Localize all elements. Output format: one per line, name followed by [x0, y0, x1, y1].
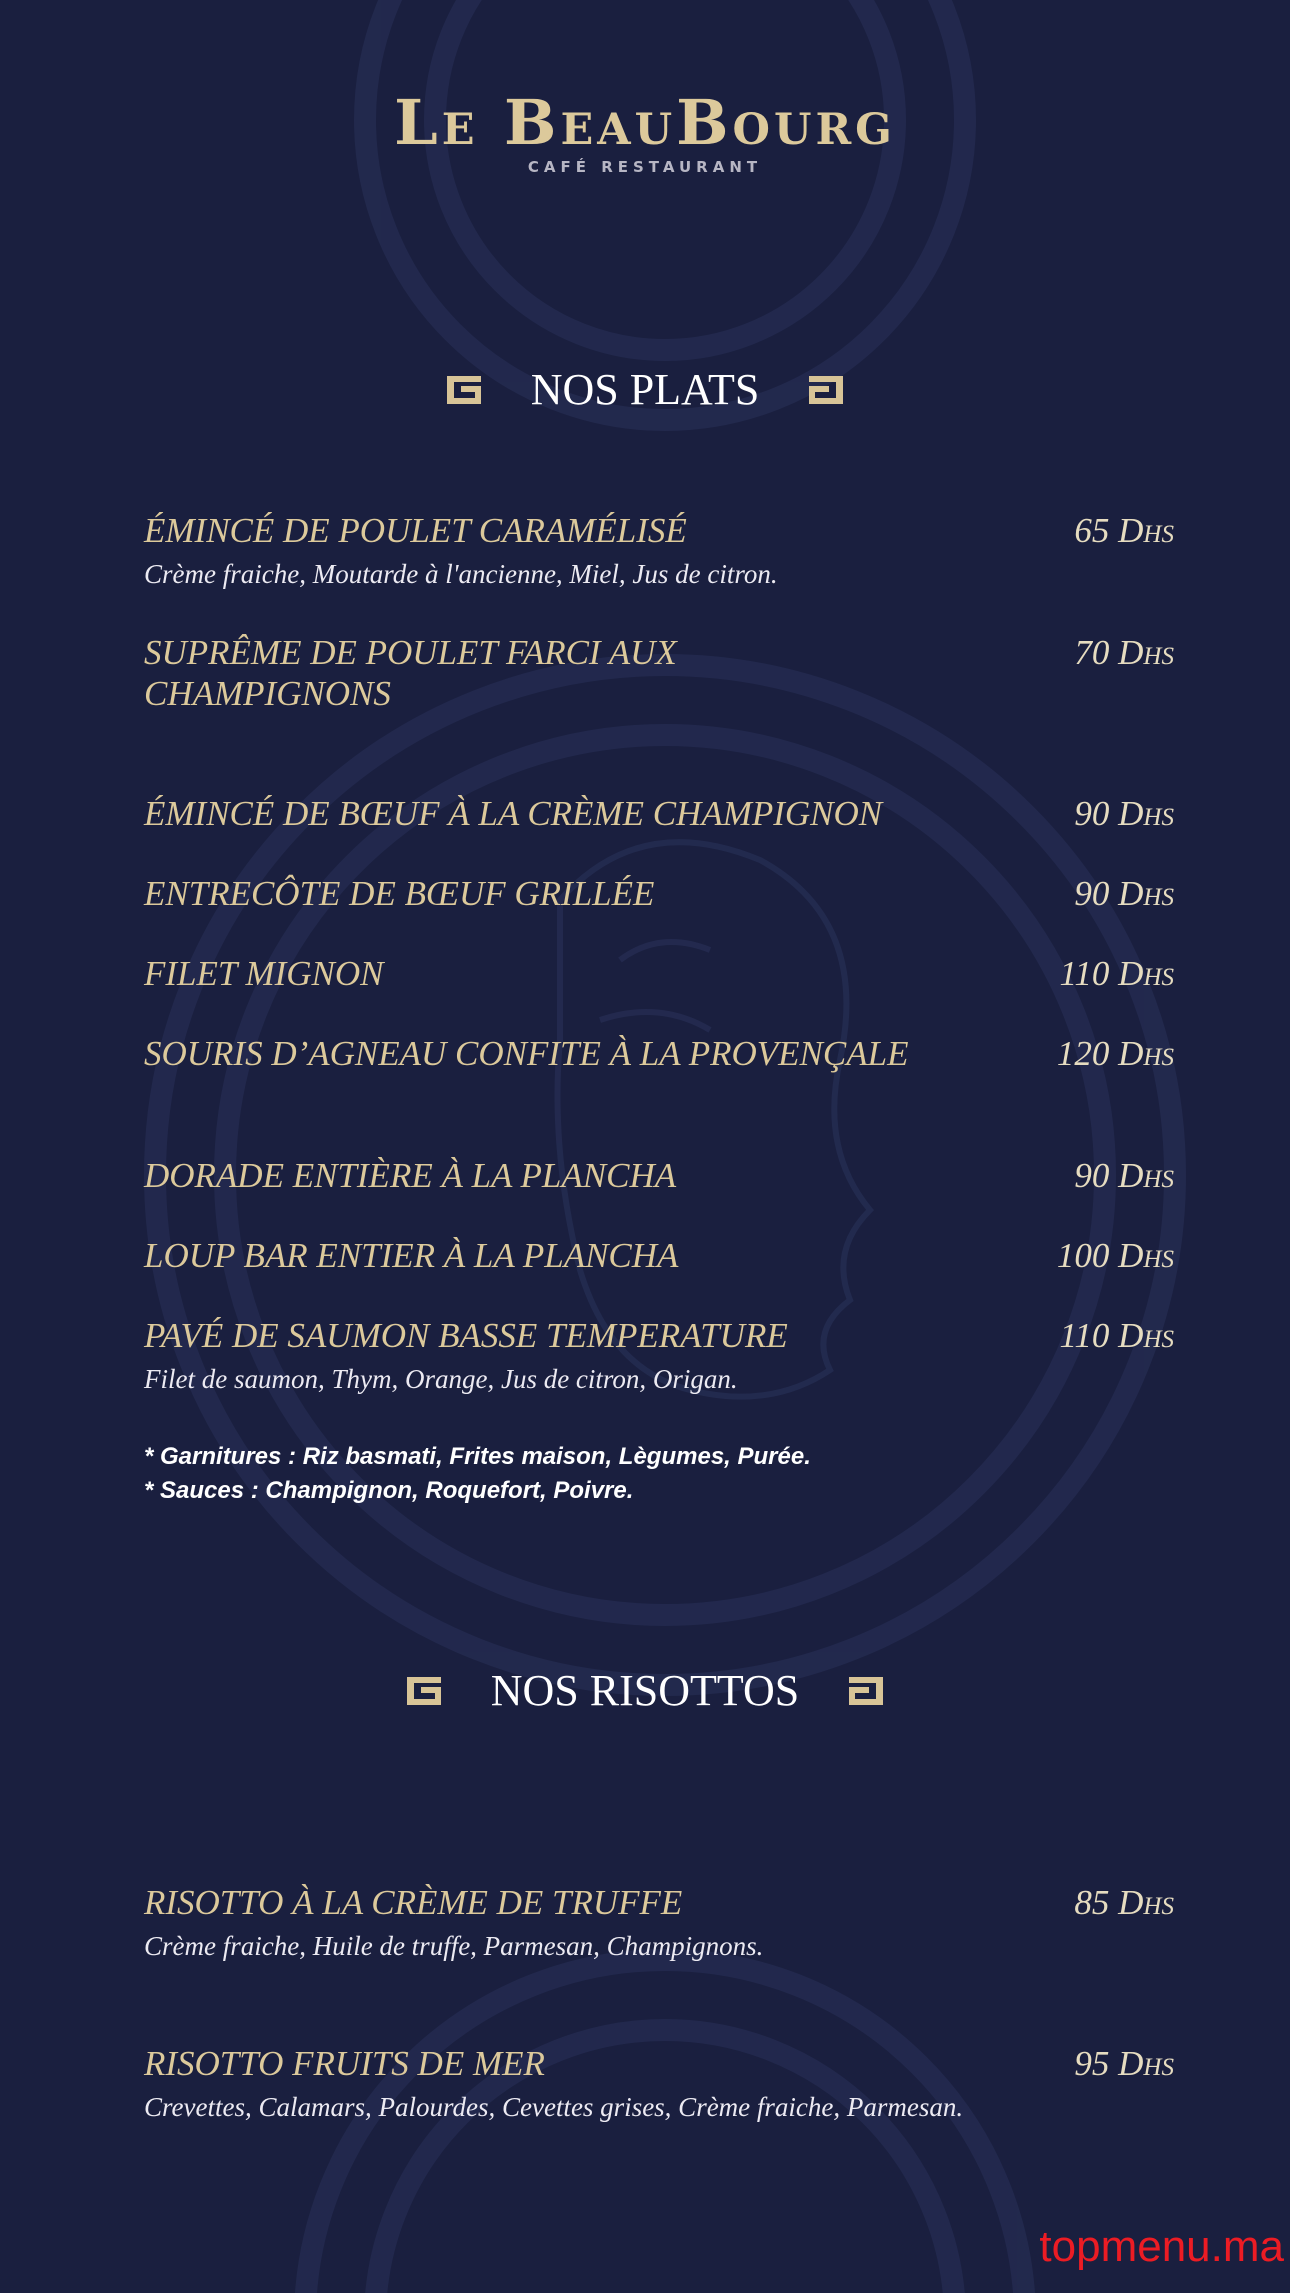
item-price: 90 Dhs [1074, 874, 1174, 913]
item-price: 110 Dhs [1059, 954, 1174, 993]
item-price: 120 Dhs [1056, 1034, 1174, 1073]
menu-item [144, 1882, 1174, 1966]
item-name: ÉMINCÉ DE POULET CARAMÉLISÉ [144, 511, 687, 550]
section-heading-risottos [0, 1665, 1290, 1716]
menu-item [144, 1235, 1174, 1276]
menu-item [144, 1315, 1174, 1399]
item-description: Crème fraiche, Huile de truffe, Parmesan, Champignons. [144, 1931, 764, 1961]
greek-key-left-icon [405, 1675, 443, 1707]
menu-item [144, 510, 1174, 594]
menu-item [144, 1155, 1174, 1196]
item-name: DORADE ENTIÈRE À LA PLANCHA [144, 1156, 677, 1195]
item-name: RISOTTO FRUITS DE MER [144, 2044, 545, 2083]
side-notes [144, 1440, 811, 1508]
garnitures-note: * Garnitures : Riz basmati, Frites maison, Lègumes, Purée. [144, 1443, 811, 1470]
item-name: SOURIS D’AGNEAU CONFITE À LA PROVENÇALE [144, 1034, 909, 1073]
restaurant-logo [0, 86, 1290, 176]
item-price: 90 Dhs [1074, 1156, 1174, 1195]
section-title: NOS PLATS [530, 365, 760, 414]
item-price: 85 Dhs [1074, 1883, 1174, 1922]
menu-item [144, 1033, 1174, 1074]
item-name: SUPRÊME DE POULET FARCI AUX CHAMPIGNONS [144, 633, 677, 713]
item-name: RISOTTO À LA CRÈME DE TRUFFE [144, 1883, 683, 1922]
item-description: Crevettes, Calamars, Palourdes, Cevettes grises, Crème fraiche, Parmesan. [144, 2092, 964, 2122]
greek-key-right-icon [847, 1675, 885, 1707]
sauces-note: * Sauces : Champignon, Roquefort, Poivre. [144, 1477, 634, 1504]
item-price: 65 Dhs [1074, 511, 1174, 550]
item-price: 100 Dhs [1056, 1236, 1174, 1275]
brand-subtitle: CAFÉ RESTAURANT [527, 158, 763, 176]
item-price: 70 Dhs [1074, 633, 1174, 672]
menu-item [144, 2043, 1174, 2127]
item-description: Crème fraiche, Moutarde à l'ancienne, Miel, Jus de citron. [144, 559, 778, 589]
menu-item [144, 873, 1174, 914]
item-name: LOUP BAR ENTIER À LA PLANCHA [144, 1236, 679, 1275]
brand-name: Le BeauBourg [394, 86, 896, 159]
item-description: Filet de saumon, Thym, Orange, Jus de citron, Origan. [144, 1364, 738, 1394]
greek-key-right-icon [807, 374, 845, 406]
menu-item [144, 793, 1174, 834]
section-heading-plats [0, 364, 1290, 415]
section-title: NOS RISOTTOS [490, 1666, 800, 1715]
menu-item [144, 632, 1174, 714]
item-price: 95 Dhs [1074, 2044, 1174, 2083]
menu-item [144, 953, 1174, 994]
item-name: PAVÉ DE SAUMON BASSE TEMPERATURE [144, 1316, 788, 1355]
item-price: 110 Dhs [1059, 1316, 1174, 1355]
item-name: FILET MIGNON [144, 954, 384, 993]
watermark-link[interactable]: topmenu.ma [1039, 2222, 1284, 2271]
item-name: ENTRECÔTE DE BŒUF GRILLÉE [144, 874, 655, 913]
greek-key-left-icon [445, 374, 483, 406]
item-name: ÉMINCÉ DE BŒUF À LA CRÈME CHAMPIGNON [144, 794, 883, 833]
item-price: 90 Dhs [1074, 794, 1174, 833]
